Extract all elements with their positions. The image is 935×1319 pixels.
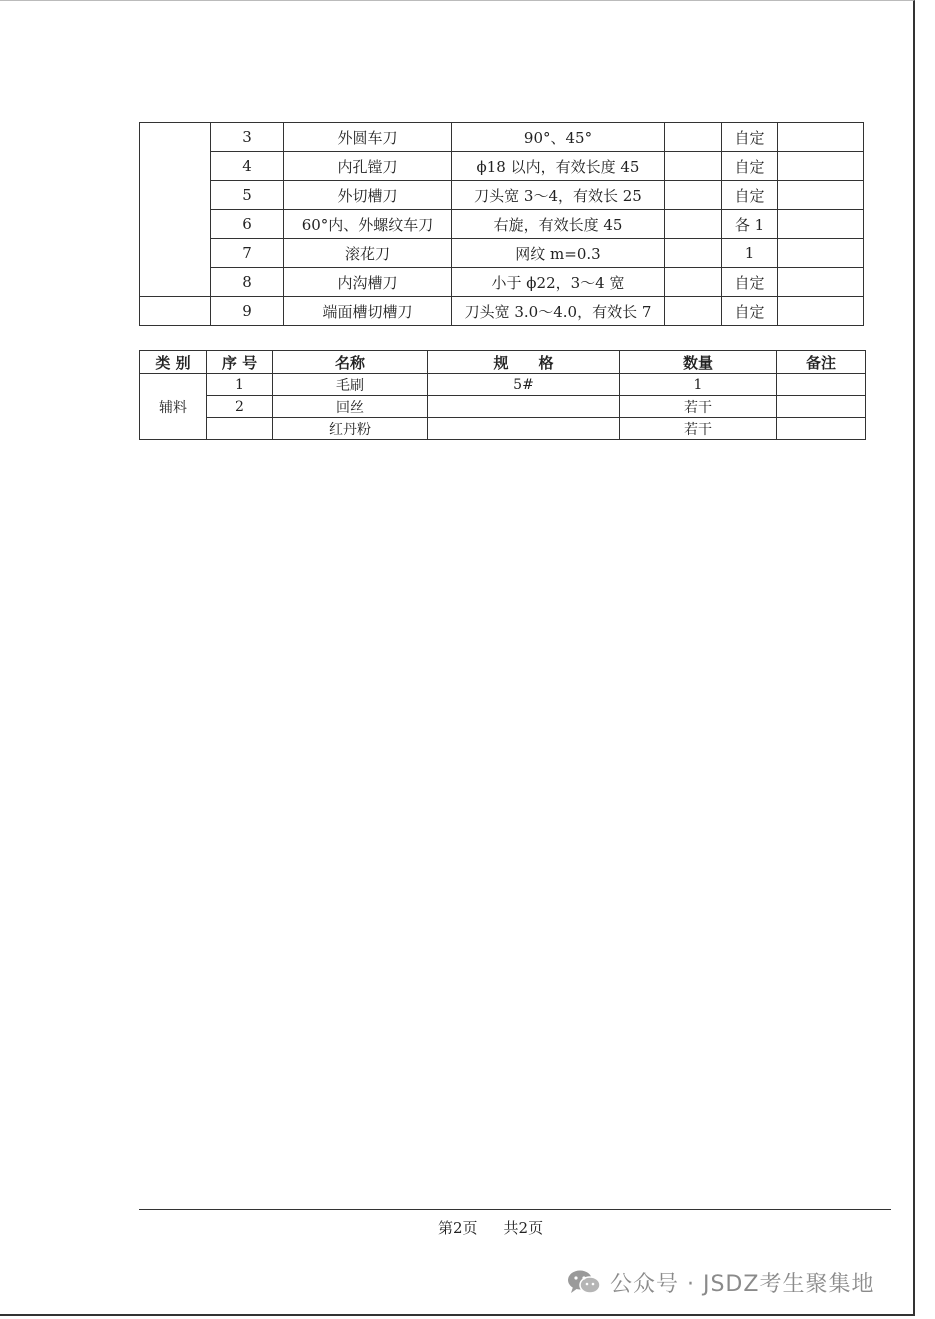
material-note [777,374,866,396]
tool-spec: 刀头宽 3～4，有效长 25 [452,181,665,210]
row-number: 9 [211,297,284,326]
category-cell: 辅料 [140,374,207,440]
category-cell [140,123,211,297]
row-number: 1 [207,374,273,396]
wechat-icon [566,1269,602,1295]
tool-qty: 自定 [722,297,778,326]
category-cell [140,297,211,326]
row-number [207,418,273,440]
material-name: 红丹粉 [273,418,428,440]
row-number: 2 [207,396,273,418]
auxiliary-materials-table [139,350,866,440]
row-number: 4 [211,152,284,181]
table-row [140,239,864,268]
material-spec: 5# [428,374,620,396]
blank-cell [665,152,722,181]
row-number: 6 [211,210,284,239]
tools-table [139,122,864,326]
header-row [140,351,866,374]
material-name: 毛刷 [273,374,428,396]
tool-name: 外圆车刀 [284,123,452,152]
tool-name: 外切槽刀 [284,181,452,210]
tool-name: 内沟槽刀 [284,268,452,297]
footer-divider [139,1209,891,1210]
tool-spec: 刀头宽 3.0～4.0，有效长 7 [452,297,665,326]
table-row [140,123,864,152]
page-number: 第2页 [438,1219,478,1237]
table-row [140,396,866,418]
tool-name: 滚花刀 [284,239,452,268]
watermark [566,1265,874,1299]
header-name: 名称 [273,351,428,374]
table-row [140,268,864,297]
tool-spec: 小于 ϕ22，3～4 宽 [452,268,665,297]
blank-cell [665,297,722,326]
tool-qty: 各 1 [722,210,778,239]
tool-note [778,123,864,152]
blank-cell [665,210,722,239]
material-qty: 若干 [620,418,777,440]
header-note: 备注 [777,351,866,374]
tool-spec: ϕ18 以内，有效长度 45 [452,152,665,181]
material-qty: 1 [620,374,777,396]
material-qty: 若干 [620,396,777,418]
row-number: 7 [211,239,284,268]
blank-cell [665,268,722,297]
tool-qty: 自定 [722,152,778,181]
page-footer [438,1217,569,1238]
tool-name: 60°内、外螺纹车刀 [284,210,452,239]
header-category: 类 别 [140,351,207,374]
watermark-text: 公众号 · JSDZ考生聚集地 [610,1271,875,1297]
header-spec: 规 格 [428,351,620,374]
blank-cell [665,239,722,268]
tool-note [778,152,864,181]
material-name: 回丝 [273,396,428,418]
blank-cell [665,181,722,210]
table-row [140,181,864,210]
table-row [140,297,864,326]
table-row [140,418,866,440]
blank-cell [665,123,722,152]
row-number: 8 [211,268,284,297]
material-note [777,418,866,440]
tool-spec: 网纹 m=0.3 [452,239,665,268]
header-quantity: 数量 [620,351,777,374]
row-number: 5 [211,181,284,210]
tool-qty: 自定 [722,268,778,297]
tool-spec: 90°、45° [452,123,665,152]
tool-note [778,297,864,326]
tool-note [778,239,864,268]
tool-note [778,210,864,239]
tool-qty: 自定 [722,123,778,152]
table-row [140,152,864,181]
tool-name: 端面槽切槽刀 [284,297,452,326]
material-spec [428,418,620,440]
header-number: 序 号 [207,351,273,374]
tool-qty: 自定 [722,181,778,210]
table-row [140,374,866,396]
tool-qty: 1 [722,239,778,268]
material-spec [428,396,620,418]
tool-note [778,181,864,210]
page-total: 共2页 [503,1219,544,1237]
tool-name: 内孔镗刀 [284,152,452,181]
material-note [777,396,866,418]
table-row [140,210,864,239]
row-number: 3 [211,123,284,152]
tool-spec: 右旋，有效长度 45 [452,210,665,239]
tool-note [778,268,864,297]
